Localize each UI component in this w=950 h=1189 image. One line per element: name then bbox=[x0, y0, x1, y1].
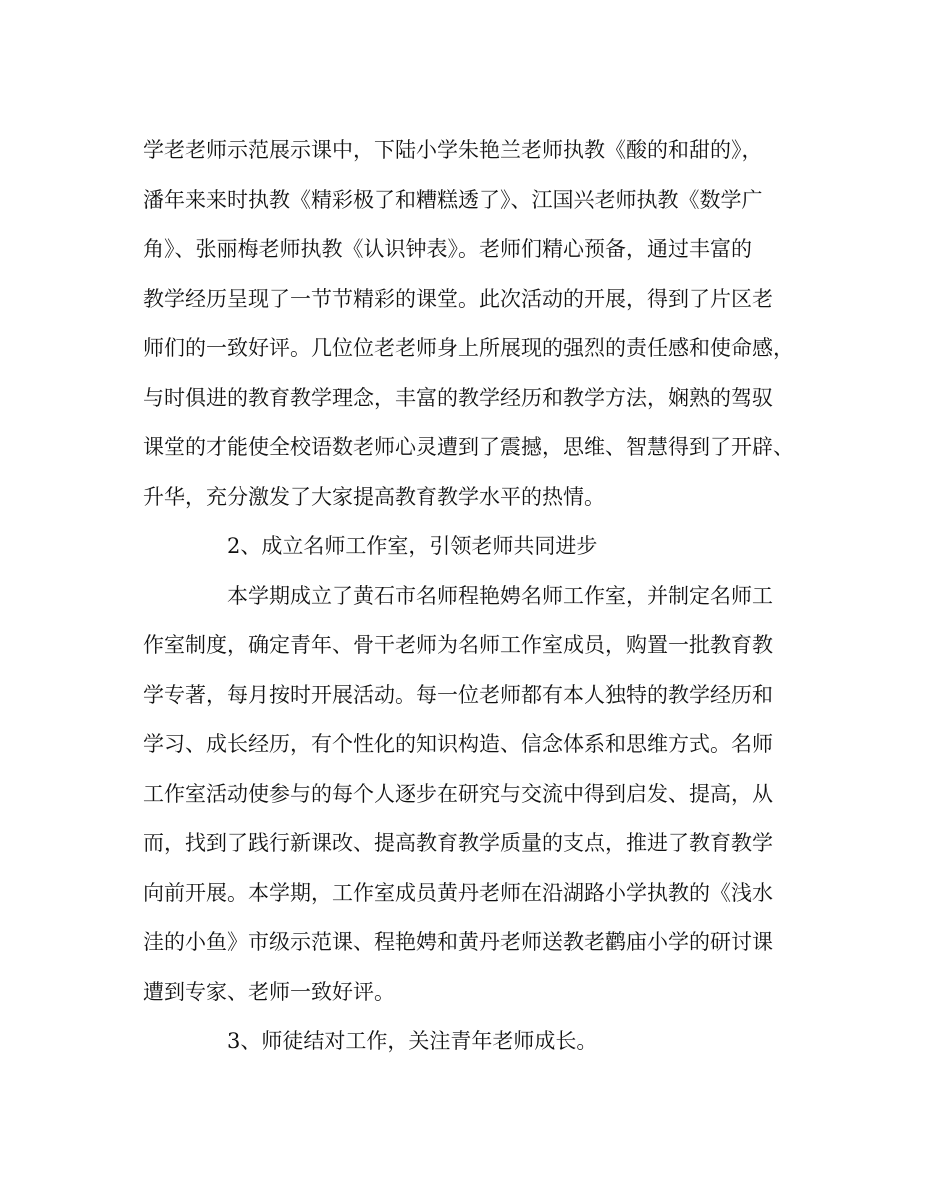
text-line: 师们的一致好评。几位位老老师身上所展现的强烈的责任感和使命感， bbox=[143, 336, 794, 360]
text-line: 洼的小鱼》市级示范课、程艳娉和黄丹老师送教老鹳庙小学的研讨课 bbox=[143, 930, 773, 954]
text-line: 学习、成长经历，有个性化的知识构造、信念体系和思维方式。名师 bbox=[143, 732, 773, 756]
text-line: 学老老师示范展示课中，下陆小学朱艳兰老师执教《酸的和甜的》， bbox=[143, 138, 763, 162]
text-line: 遭到专家、老师一致好评。 bbox=[143, 979, 395, 1004]
text-line: 升华，充分激发了大家提高教育教学水平的热情。 bbox=[143, 484, 605, 509]
text-line: 而，找到了践行新课改、提高教育教学质量的支点，推进了教育教学 bbox=[143, 831, 773, 855]
text-line: 角》、张丽梅老师执教《认识钟表》。老师们精心预备，通过丰富的 bbox=[143, 237, 752, 261]
section-heading: 2、成立名师工作室，引领老师共同进步 bbox=[227, 534, 598, 558]
text-line: 教学经历呈现了一节节精彩的课堂。此次活动的开展，得到了片区老 bbox=[143, 286, 773, 311]
text-line: 工作室活动使参与的每个人逐步在研究与交流中得到启发、提高，从 bbox=[143, 781, 773, 806]
text-line: 与时俱进的教育教学理念，丰富的教学经历和教学方法，娴熟的驾驭 bbox=[143, 385, 773, 410]
text-line: 潘年来来时执教《精彩极了和糟糕透了》、江国兴老师执教《数学广 bbox=[143, 187, 763, 212]
paragraph-start-line: 本学期成立了黄石市名师程艳娉名师工作室，并制定名师工 bbox=[227, 583, 773, 608]
text-line: 课堂的才能使全校语数老师心灵遭到了震撼，思维、智慧得到了开辟、 bbox=[143, 435, 794, 459]
text-line: 学专著，每月按时开展活动。每一位老师都有本人独特的教学经历和 bbox=[143, 682, 773, 707]
text-line: 向前开展。本学期，工作室成员黄丹老师在沿湖路小学执教的《浅水 bbox=[143, 880, 773, 905]
text-line: 作室制度，确定青年、骨干老师为名师工作室成员，购置一批教育教 bbox=[143, 633, 773, 657]
document-body bbox=[143, 126, 813, 1067]
section-heading: 3、师徒结对工作，关注青年老师成长。 bbox=[227, 1029, 598, 1053]
